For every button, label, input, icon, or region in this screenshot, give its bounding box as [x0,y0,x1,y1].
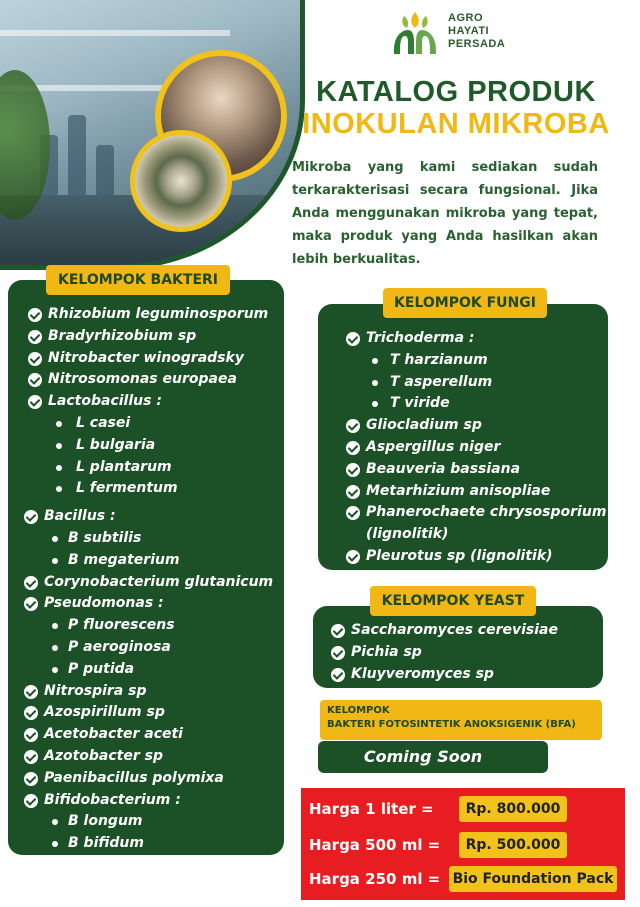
list-item: Pleurotus sp (lignolitik) [346,546,606,568]
sub-list-item: L casei [28,413,273,435]
bullet-icon [52,536,58,542]
check-circle-icon [28,373,42,387]
bullet-icon [52,841,58,847]
bullet-icon [372,358,378,364]
check-circle-icon [24,510,38,524]
check-circle-icon [346,441,360,455]
sub-list-item: B bifidum [28,833,273,855]
list-item: Trichoderma : [346,328,606,350]
price-row: Harga 1 liter = [309,800,434,818]
price-value: Rp. 800.000 [459,796,567,822]
check-circle-icon [28,395,42,409]
lab-bottle [96,145,114,195]
check-circle-icon [24,706,38,720]
price-value: Rp. 500.000 [459,832,567,858]
bullet-icon [372,401,378,407]
check-circle-icon [331,646,345,660]
check-circle-icon [331,624,345,638]
list-item: Bifidobacterium : [24,790,273,812]
bakteri-heading: KELOMPOK BAKTERI [46,265,230,295]
list-item: Metarhizium anisopliae [346,481,606,503]
list-item: Pseudomonas : [24,593,273,615]
check-circle-icon [346,485,360,499]
check-circle-icon [24,685,38,699]
sub-list-item: B longum [28,811,273,833]
price-box [301,788,625,900]
bfa-heading: KELOMPOK BAKTERI FOTOSINTETIK ANOKSIGENIK (BFA) [320,700,602,740]
bullet-icon [52,623,58,629]
check-circle-icon [24,576,38,590]
list-item: Saccharomyces cerevisiae [331,620,558,642]
list-item: Azospirillum sp [24,702,273,724]
price-row: Harga 250 ml = [309,870,441,888]
bullet-icon [52,819,58,825]
check-circle-icon [24,750,38,764]
bullet-icon [52,667,58,673]
list-item: Gliocladium sp [346,415,606,437]
price-value: Bio Foundation Pack [449,866,617,892]
check-circle-icon [24,597,38,611]
list-item: Nitrosomonas europaea [28,369,273,391]
yeast-list [331,620,558,685]
sub-list-item: L fermentum [28,478,273,500]
bullet-icon [372,380,378,386]
list-item: Corynobacterium glutanicum [24,572,273,594]
sub-list-item: T viride [346,393,606,415]
list-item: Beauveria bassiana [346,459,606,481]
list-item: Nitrobacter winogradsky [28,348,273,370]
check-circle-icon [346,332,360,346]
sub-list-item: L plantarum [28,457,273,479]
list-item: Kluyveromyces sp [331,664,558,686]
sub-list-item: P putida [28,659,273,681]
bullet-icon [52,558,58,564]
check-circle-icon [346,550,360,564]
check-circle-icon [346,419,360,433]
check-circle-icon [28,308,42,322]
page-title: KATALOG PRODUK [316,76,596,108]
list-item: Phanerochaete chrysosporium [346,502,606,524]
sub-list-item: L bulgaria [28,435,273,457]
fungi-list [346,328,606,568]
check-circle-icon [24,794,38,808]
bullet-icon [52,645,58,651]
bullet-icon [56,486,62,492]
sub-list-item: P fluorescens [28,615,273,637]
check-circle-icon [24,772,38,786]
list-item: Bacillus : [24,506,273,528]
bullet-icon [56,421,62,427]
list-item: Rhizobium leguminosporum [28,304,273,326]
price-row: Harga 500 ml = [309,836,441,854]
bullet-icon [56,465,62,471]
sub-list-item: B subtilis [28,528,273,550]
fungi-heading: KELOMPOK FUNGI [383,288,547,318]
bakteri-list [28,304,273,855]
sub-list-item: B megaterium [28,550,273,572]
check-circle-icon [331,668,345,682]
brand-name: AGRO HAYATI PERSADA [448,12,506,50]
lab-bottle [68,115,86,195]
coming-soon-label: Coming Soon [363,747,483,766]
intro-paragraph: Mikroba yang kami sediakan sudah terkarakterisasi secara fungsional. Jika Anda menggunakan mikroba yang tepat, maka produk yang Anda hasilkan akan lebih berkualitas. [292,160,598,267]
check-circle-icon [24,728,38,742]
page-subtitle: INOKULAN MIKROBA [302,108,610,140]
check-circle-icon [346,463,360,477]
list-item: Nitrospira sp [24,681,273,703]
list-item: Pichia sp [331,642,558,664]
list-item: Paenibacillus polymixa [24,768,273,790]
list-item-continuation: (lignolitik) [366,526,449,543]
leaf-logo-icon [392,8,438,58]
list-item: Azotobacter sp [24,746,273,768]
list-item: Acetobacter aceti [24,724,273,746]
check-circle-icon [28,352,42,366]
yeast-heading: KELOMPOK YEAST [370,586,536,616]
sub-list-item: T asperellum [346,372,606,394]
sub-list-item: T harzianum [346,350,606,372]
list-item: Aspergillus niger [346,437,606,459]
check-circle-icon [346,506,360,520]
sub-list-item: P aeroginosa [28,637,273,659]
list-item: Bradyrhizobium sp [28,326,273,348]
list-item: Lactobacillus : [28,391,273,413]
lab-shelf [0,30,230,36]
bullet-icon [56,443,62,449]
petri-dish-photo [130,130,232,232]
brand-logo [392,8,532,60]
check-circle-icon [28,330,42,344]
